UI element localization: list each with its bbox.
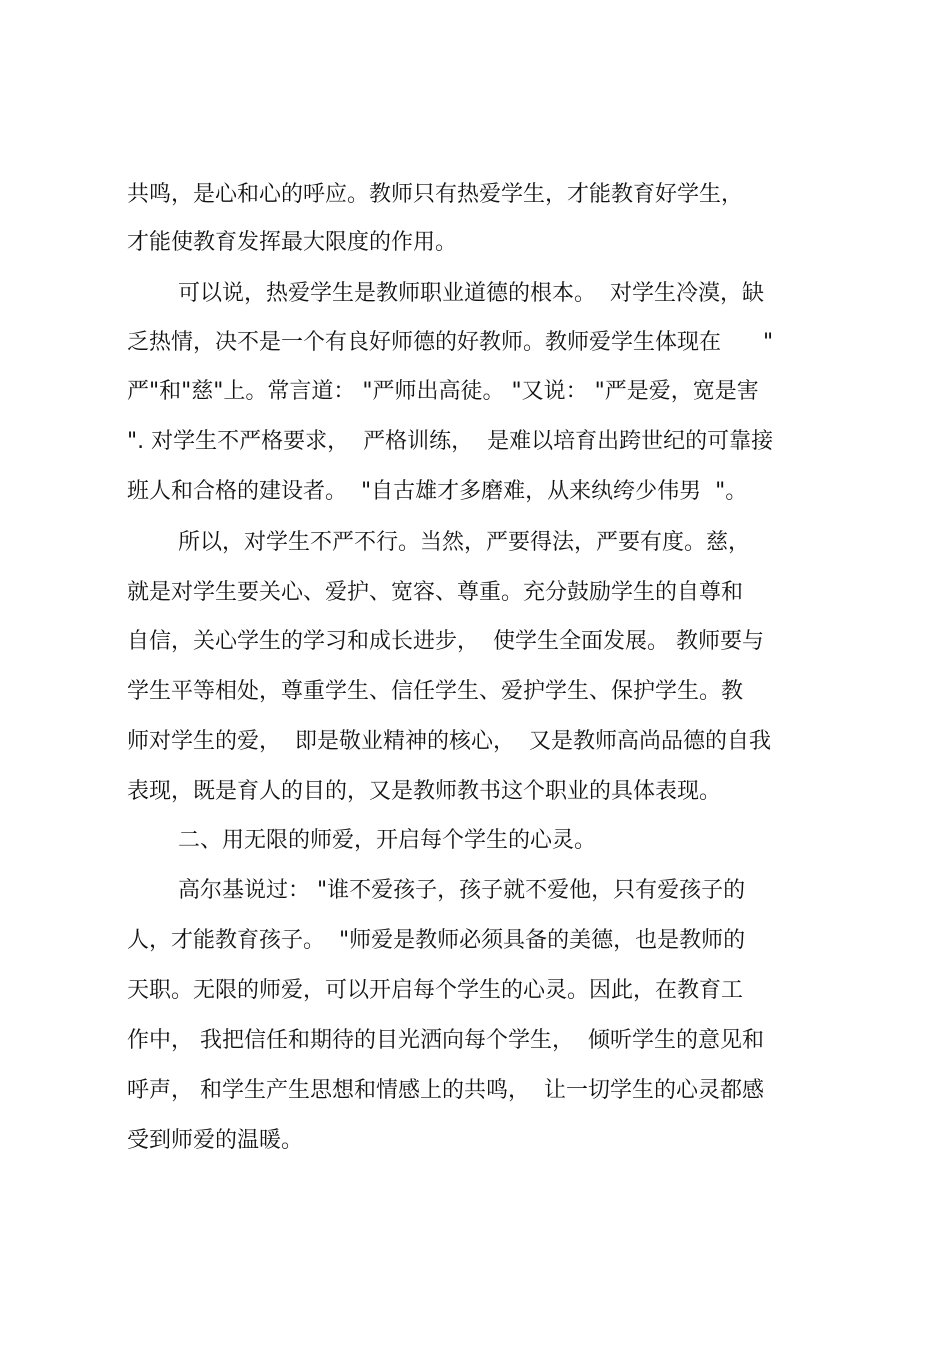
- paragraph-start-line: 高尔基说过： "谁不爱孩子，孩子就不爱他，只有爱孩子的: [178, 878, 746, 903]
- text-line: 共鸣，是心和心的呼应。教师只有热爱学生，才能教育好学生，: [127, 182, 744, 207]
- text-line: 学生平等相处，尊重学生、信任学生、爱护学生、保护学生。教: [127, 679, 744, 704]
- text-line: 严"和"慈"上。常言道： "严师出高徒。 "又说： "严是爱，宽是害: [127, 379, 759, 404]
- text-line: 表现，既是育人的目的，又是教师教书这个职业的具体表现。: [127, 779, 722, 804]
- text-line: 才能使教育发挥最大限度的作用。: [127, 230, 458, 255]
- text-line: 班人和合格的建设者。 "自古雄才多磨难，从来纨绔少伟男 "。: [127, 479, 748, 504]
- text-line: ". 对学生不严格要求， 严格训练， 是难以培育出跨世纪的可靠接: [127, 429, 774, 454]
- text-line: 乏热情，决不是一个有良好师德的好教师。教师爱学生体现在 ": [127, 330, 774, 355]
- text-line: 天职。无限的师爱，可以开启每个学生的心灵。因此，在教育工: [127, 978, 744, 1003]
- section-heading: 二、用无限的师爱，开启每个学生的心灵。: [178, 828, 597, 853]
- text-line: 作中， 我把信任和期待的目光洒向每个学生， 倾听学生的意见和: [127, 1028, 764, 1053]
- text-line: 就是对学生要关心、爱护、宽容、尊重。充分鼓励学生的自尊和: [127, 580, 744, 605]
- paragraph-start-line: 可以说，热爱学生是教师职业道德的根本。 对学生冷漠，缺: [178, 281, 764, 306]
- text-line: 呼声， 和学生产生思想和情感上的共鸣， 让一切学生的心灵都感: [127, 1078, 764, 1103]
- text-line: 自信，关心学生的学习和成长进步， 使学生全面发展。 教师要与: [127, 629, 764, 654]
- text-line: 师对学生的爱， 即是敬业精神的核心， 又是教师高尚品德的自我: [127, 729, 771, 754]
- text-line: 人，才能教育孩子。 "师爱是教师必须具备的美德，也是教师的: [127, 928, 746, 953]
- text-line: 受到师爱的温暖。: [127, 1128, 304, 1153]
- paragraph-start-line: 所以，对学生不严不行。当然，严要得法，严要有度。慈，: [178, 530, 751, 555]
